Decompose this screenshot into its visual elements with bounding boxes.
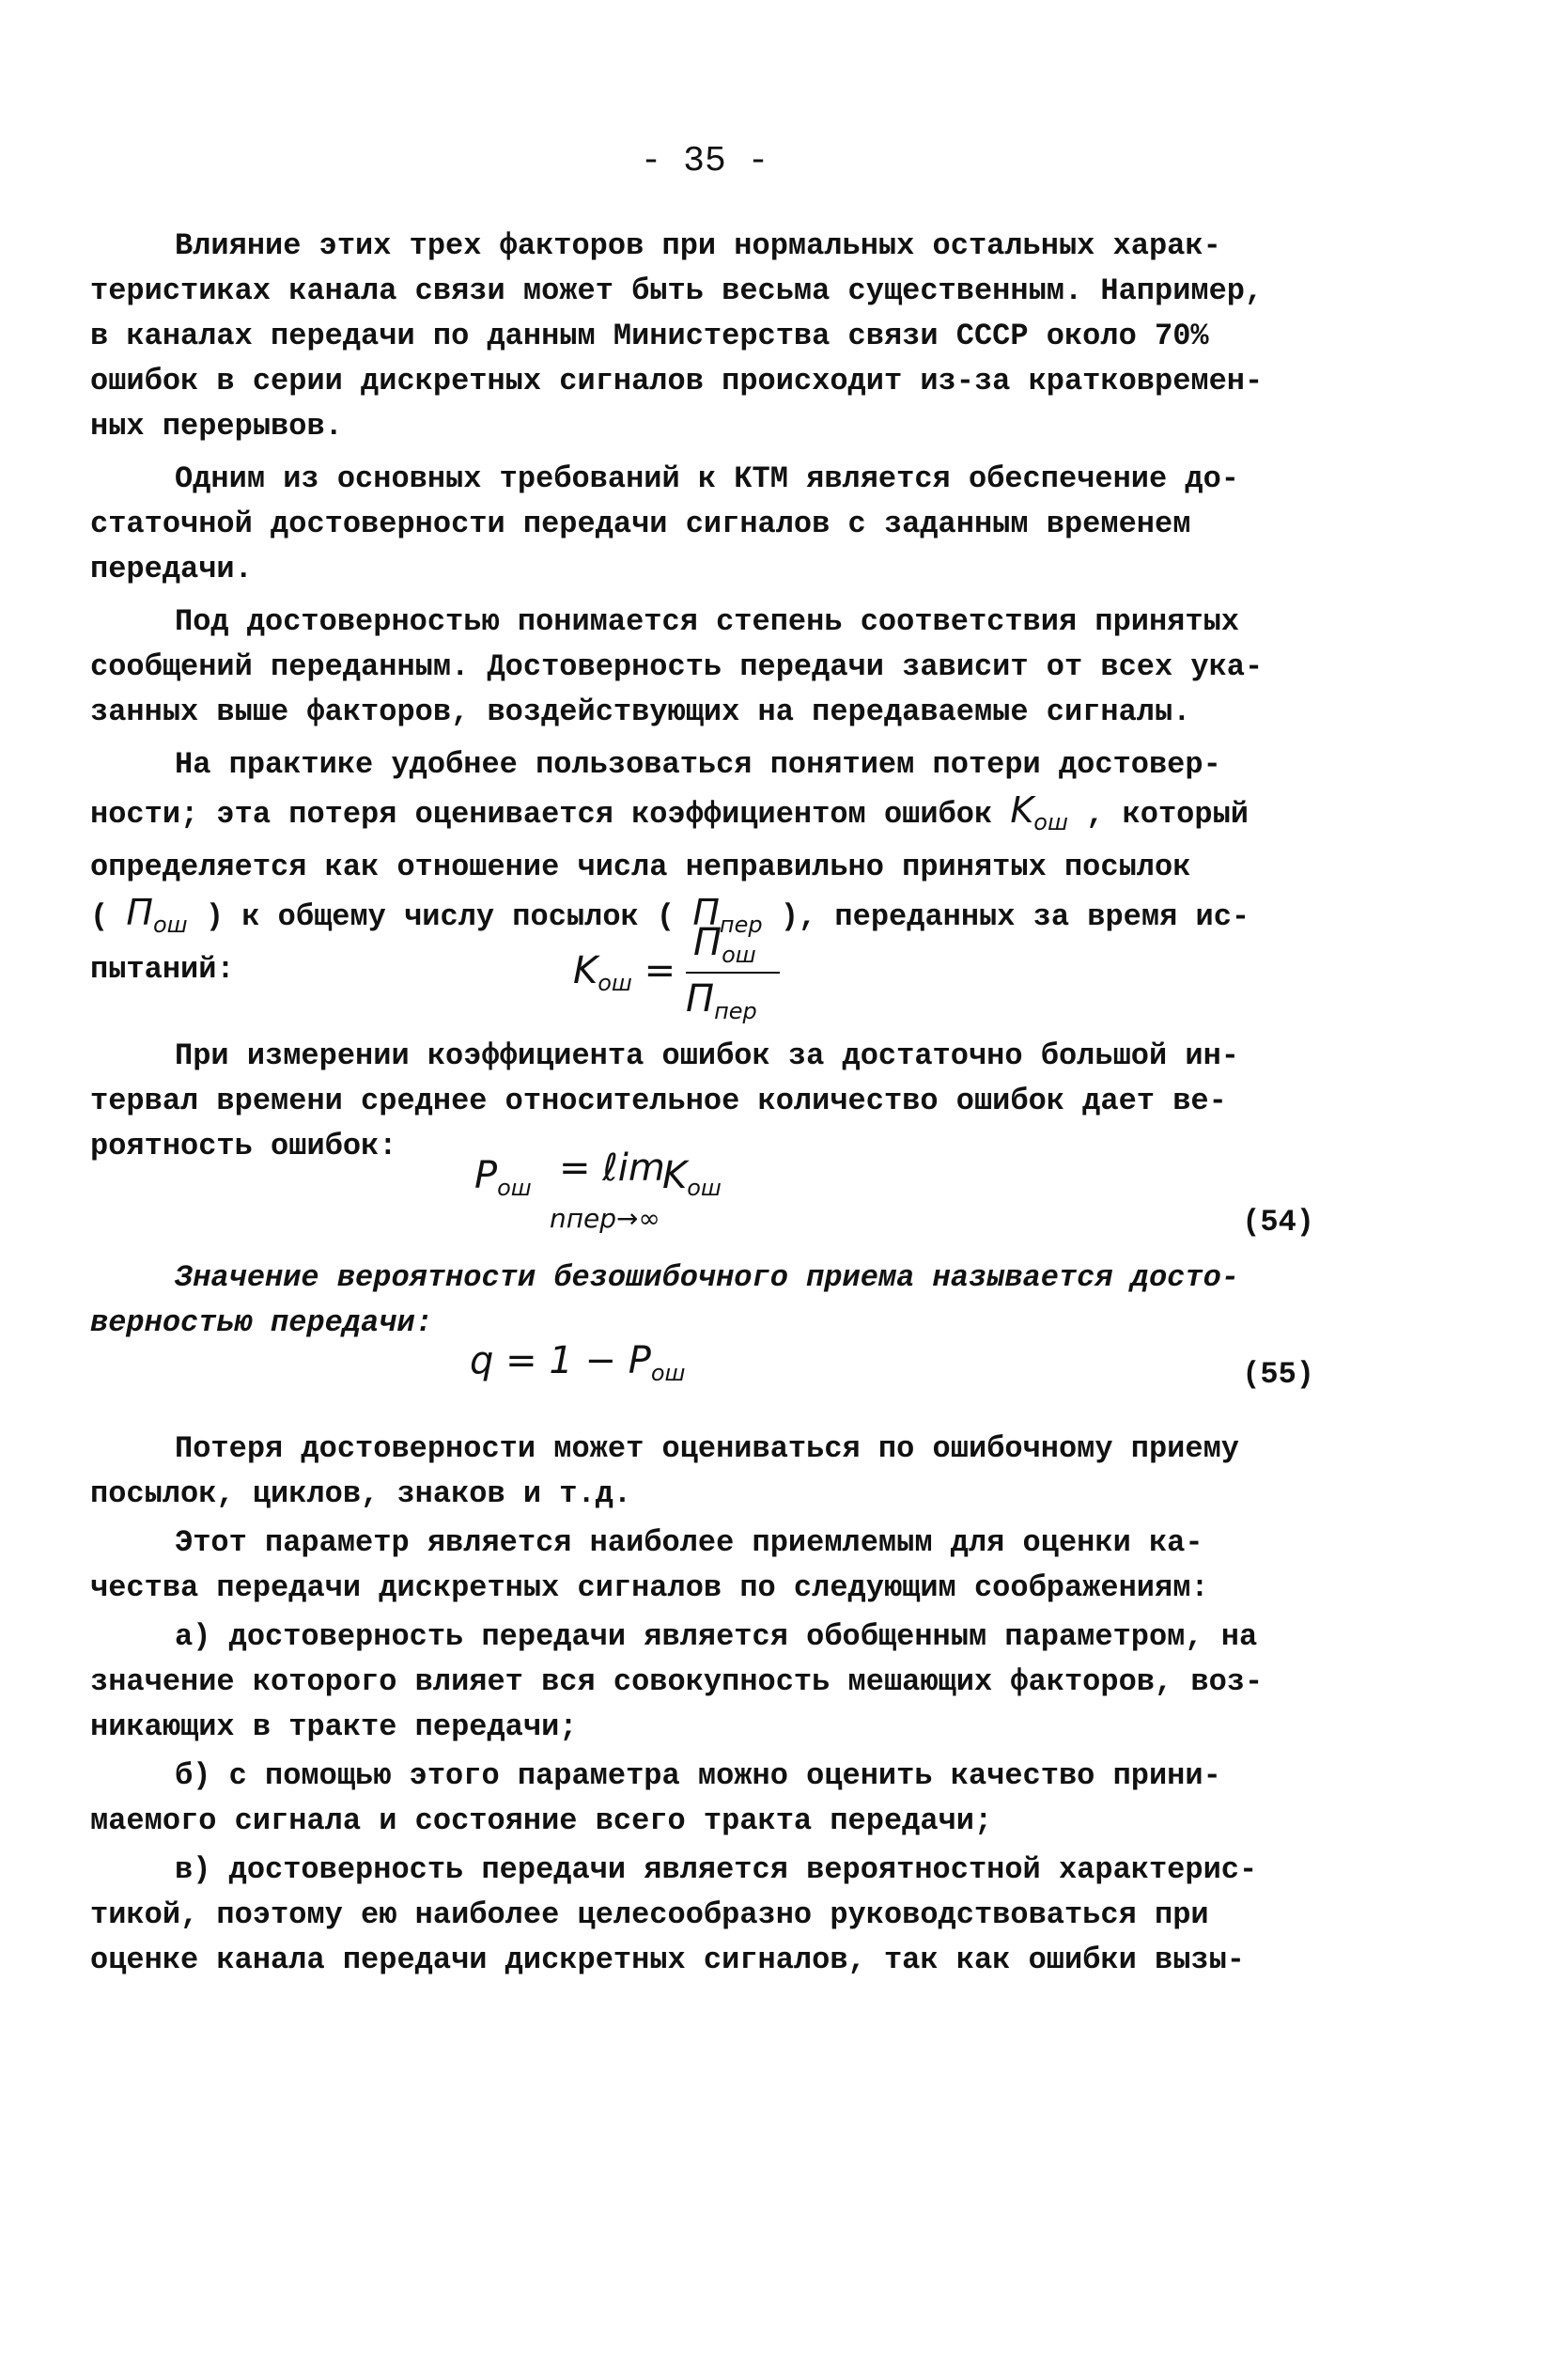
- paragraph-8: [90, 1521, 1312, 1611]
- k-osh-symbol: $K_{ош}$: [1010, 789, 1068, 835]
- list-item-b: [90, 1754, 1312, 1844]
- text-line: роятность ошибок:: [90, 1129, 397, 1163]
- text-line: передачи.: [90, 552, 253, 586]
- text-line: б) с помощью этого параметра можно оценить качество прини-: [175, 1758, 1221, 1793]
- paragraph-7: [90, 1427, 1312, 1517]
- q-formula: $q = 1 - P_{ош}$: [470, 1339, 686, 1386]
- text-fragment: ), переданных за время ис-: [762, 899, 1250, 934]
- text-line: ошибок в серии дискретных сигналов происходит из-за кратковремен-: [90, 364, 1264, 398]
- fraction-bar: [686, 972, 780, 974]
- list-item-a: [90, 1615, 1312, 1750]
- text-line: Влияние этих трех факторов при нормальных остальных харак-: [175, 228, 1221, 263]
- text-line: оценке канала передачи дискретных сигналов, так как ошибки вызы-: [90, 1943, 1245, 1977]
- n-per-symbol: $П_{пер}$: [692, 892, 763, 938]
- text-line: Под достоверностью понимается степень соответствия принятых: [175, 604, 1239, 639]
- paragraph-3: [90, 600, 1312, 735]
- text-line: [90, 788, 1312, 845]
- text-line: Значение вероятности безошибочного приема называется досто-: [175, 1260, 1239, 1295]
- text-line: Одним из основных требований к КТМ является обеспечение до-: [175, 461, 1239, 496]
- formula-rhs: $K_{ош}$: [662, 1154, 722, 1201]
- text-line: в каналах передачи по данным Министерства связи СССР около 70%: [90, 319, 1209, 353]
- text-line: тервал времени среднее относительное количество ошибок дает ве-: [90, 1084, 1227, 1118]
- text-line: Потеря достоверности может оцениваться по ошибочному приему: [175, 1431, 1239, 1466]
- k-fraction-formula: [573, 921, 817, 1024]
- text-fragment: ности; эта потеря оценивается коэффициентом ошибок: [90, 797, 1011, 832]
- text-line: в) достоверность передачи является вероятностной характерис-: [175, 1852, 1258, 1887]
- fraction-numerator: $П_{ош}$: [693, 921, 756, 968]
- list-item-c: [90, 1848, 1312, 1983]
- formula-lhs: $P_{ош}$: [474, 1154, 532, 1201]
- page-number: - 35 -: [640, 141, 769, 181]
- text-line: занных выше факторов, воздействующих на передаваемые сигналы.: [90, 694, 1191, 729]
- text-line: определяется как отношение числа неправильно принятых посылок: [90, 850, 1191, 884]
- text-line: посылок, циклов, знаков и т.д.: [90, 1476, 632, 1511]
- equation-number-55: (55): [1242, 1357, 1314, 1392]
- equation-number-54: (54): [1242, 1205, 1314, 1240]
- text-line: При измерении коэффициента ошибок за достаточно большой ин-: [175, 1038, 1239, 1073]
- text-line: статочной достоверности передачи сигналов с заданным временем: [90, 507, 1191, 541]
- text-line: пытаний:: [90, 952, 235, 987]
- text-line: теристиках канала связи может быть весьма существенным. Например,: [90, 273, 1264, 308]
- text-fragment: , который: [1067, 797, 1249, 832]
- n-osh-symbol: $П_{ош}$: [126, 892, 188, 938]
- paragraph-2: [90, 457, 1312, 592]
- text-fragment: ) к общему числу посылок (: [187, 899, 693, 934]
- limit-formula: [474, 1147, 813, 1248]
- text-line: На практике удобнее пользоваться понятием потери достовер-: [175, 747, 1221, 782]
- fraction-denominator: $П_{пер}$: [686, 977, 757, 1024]
- text-line: маемого сигнала и состояние всего тракта передачи;: [90, 1803, 993, 1838]
- text-line: верностью передачи:: [90, 1305, 433, 1340]
- paragraph-6: [90, 1256, 1312, 1346]
- text-line: а) достоверность передачи является обобщенным параметром, на: [175, 1619, 1258, 1654]
- formula-lhs: $K_{ош}$ =: [573, 949, 676, 996]
- text-line: ных перерывов.: [90, 409, 343, 444]
- text-line: Этот параметр является наиболее приемлемым для оценки ка-: [175, 1525, 1203, 1560]
- text-line: значение которого влияет вся совокупность мешающих факторов, воз-: [90, 1664, 1264, 1699]
- text-line: сообщений переданным. Достоверность передачи зависит от всех ука-: [90, 649, 1264, 684]
- text-line: тикой, поэтому ею наиболее целесообразно руководствоваться при: [90, 1897, 1209, 1932]
- paragraph-1: [90, 224, 1312, 449]
- limit-operator: = ℓim: [559, 1147, 665, 1190]
- limit-subscript: nпер→∞: [550, 1203, 660, 1234]
- text-line: никающих в тракте передачи;: [90, 1709, 578, 1744]
- text-line: чества передачи дискретных сигналов по следующим соображениям:: [90, 1570, 1209, 1605]
- text-fragment: (: [90, 899, 127, 934]
- paragraph-5: [90, 1034, 1312, 1169]
